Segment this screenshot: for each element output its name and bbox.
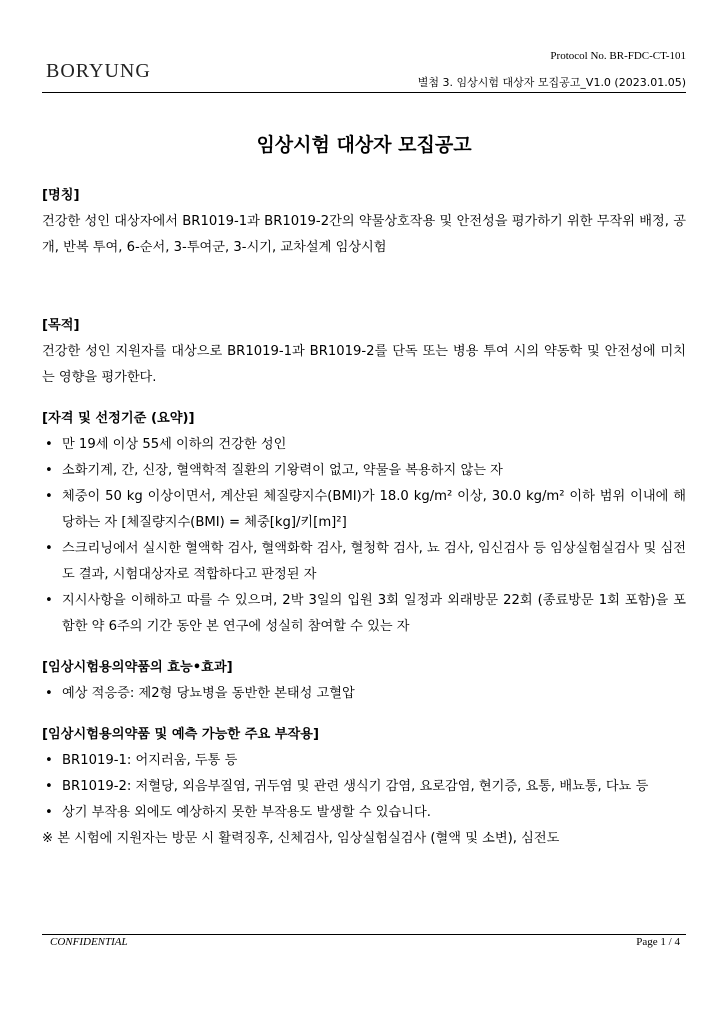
document-body: [42, 183, 686, 852]
efficacy-list: [42, 681, 686, 707]
document-subtitle: 별첨 3. 임상시험 대상자 모집공고_V1.0 (2023.01.05): [417, 76, 686, 89]
list-item: • 예상 적응증: 제2형 당뇨병을 동반한 본태성 고혈압: [42, 681, 686, 707]
protocol-number: Protocol No. BR-FDC-CT-101: [550, 50, 686, 62]
section-purpose-heading: [목적]: [42, 318, 80, 333]
section-name-text: 건강한 성인 대상자에서 BR1019-1과 BR1019-2간의 약물상호작용 및 안전성을 평가하기 위한 무작위 배정, 공개, 반복 투여, 6-순서, 3-투여군, 3-시기, 교차설계 임상시험: [42, 214, 686, 255]
list-item: • 스크리닝에서 실시한 혈액학 검사, 혈액화학 검사, 혈청학 검사, 뇨 검사, 임신검사 등 임상실험실검사 및 심전도 결과, 시험대상자로 적합하다고 판정된 자: [42, 536, 686, 588]
section-side-effects-heading: [임상시험용의약품 및 예측 가능한 주요 부작용]: [42, 727, 320, 742]
page-number: Page 1 / 4: [636, 936, 680, 948]
eligibility-list: [42, 432, 686, 640]
section-purpose-text: 건강한 성인 지원자를 대상으로 BR1019-1과 BR1019-2를 단독 또는 병용 투여 시의 약동학 및 안전성에 미치는 영향을 평가한다.: [42, 344, 686, 385]
list-item: • 상기 부작용 외에도 예상하지 못한 부작용도 발생할 수 있습니다.: [42, 800, 686, 826]
list-item: • BR1019-1: 어지러움, 두통 등: [42, 748, 686, 774]
section-eligibility-heading: [자격 및 선정기준 (요약)]: [42, 411, 195, 426]
side-effects-list: [42, 748, 686, 826]
list-item: • 체중이 50 kg 이상이면서, 계산된 체질량지수(BMI)가 18.0 kg/m² 이상, 30.0 kg/m² 이하 범위 이내에 해당하는 자 [체질량지수(BMI) = 체중[kg]/키[m]²]: [42, 484, 686, 536]
list-item: • 지시사항을 이해하고 따를 수 있으며, 2박 3일의 입원 3회 일정과 외래방문 22회 (종료방문 1회 포함)을 포함한 약 6주의 기간 동안 본 연구에 성실히 참여할 수 있는 자: [42, 588, 686, 640]
list-item: • BR1019-2: 저혈당, 외음부질염, 귀두염 및 관련 생식기 감염, 요로감염, 현기증, 요통, 배뇨통, 다뇨 등: [42, 774, 686, 800]
applicant-note: ※ 본 시험에 지원자는 방문 시 활력징후, 신체검사, 임상실험실검사 (혈액 및 소변), 심전도: [42, 831, 560, 846]
section-efficacy-heading: [임상시험용의약품의 효능•효과]: [42, 660, 233, 675]
list-item: • 만 19세 이상 55세 이하의 건강한 성인: [42, 432, 686, 458]
page-title: 임상시험 대상자 모집공고: [256, 134, 472, 156]
company-logo: BORYUNG: [46, 60, 151, 82]
section-name-heading: [명칭]: [42, 188, 80, 203]
footer-divider: [42, 934, 686, 935]
confidential-label: CONFIDENTIAL: [50, 936, 128, 948]
header-divider: [42, 92, 686, 93]
list-item: • 소화기계, 간, 신장, 혈액학적 질환의 기왕력이 없고, 약물을 복용하지 않는 자: [42, 458, 686, 484]
